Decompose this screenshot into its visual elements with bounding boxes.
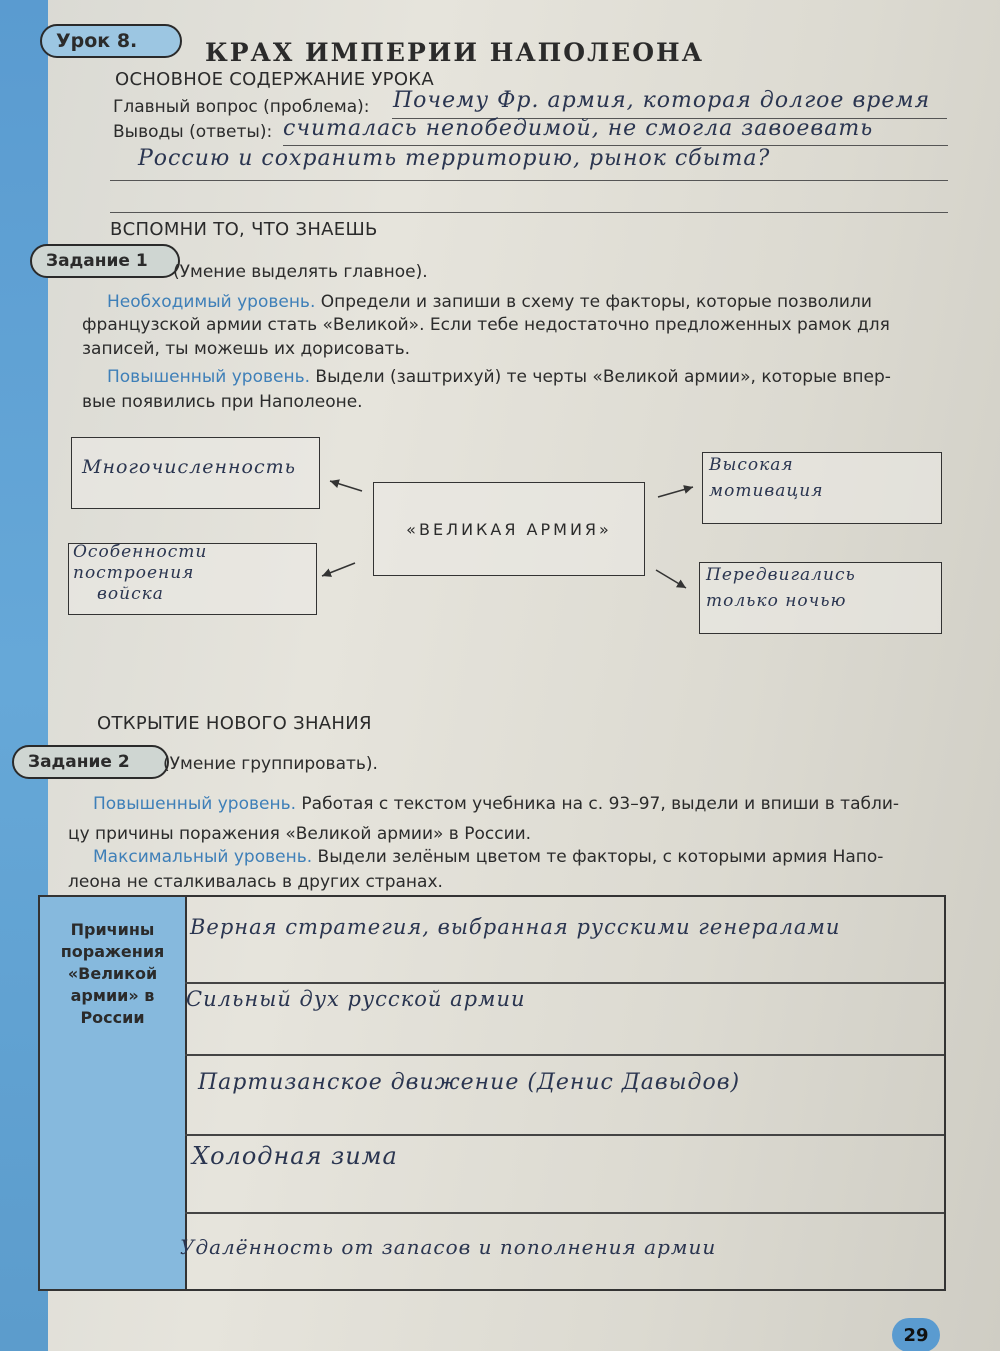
- task1-level1-label: Необходимый уровень.: [107, 292, 316, 312]
- task2-skill: (Умение группировать).: [163, 754, 378, 774]
- task1-level2-text-a: Выдели (заштрихуй) те черты «Великой армии», которые впер-: [315, 367, 891, 387]
- summary-heading: ОСНОВНОЕ СОДЕРЖАНИЕ УРОКА: [115, 69, 434, 90]
- conclusions-label: Выводы (ответы):: [113, 122, 273, 142]
- task2-level2-text-a: Выдели зелёным цветом те факторы, с которыми армия Напо-: [317, 847, 884, 867]
- page-number: 29: [892, 1318, 940, 1351]
- task2-tab: Задание 2: [12, 745, 169, 779]
- table-row-divider: [185, 1134, 944, 1136]
- page-title: КРАХ ИМПЕРИИ НАПОЛЕОНА: [205, 38, 704, 67]
- task2-level1-label: Повышенный уровень.: [93, 794, 297, 814]
- diagram-top-right-text-2: мотивация: [709, 481, 824, 501]
- diagram-bottom-left-text-1: Особенности: [73, 542, 208, 562]
- task2-level2-text-b: леона не сталкивалась в других странах.: [68, 872, 443, 892]
- task1-skill: (Умение выделять главное).: [173, 262, 428, 282]
- task1-level1-text-a: Определи и запиши в схему те факторы, которые позволили: [320, 292, 872, 312]
- section1-heading: ВСПОМНИ ТО, ЧТО ЗНАЕШЬ: [110, 219, 378, 240]
- conclusions-line-2: Россию и сохранить территорию, рынок сбыта?: [138, 146, 771, 171]
- task1-level2-label: Повышенный уровень.: [107, 367, 311, 387]
- diagram-top-left-text: Многочисленность: [82, 456, 296, 478]
- task2-level2-label: Максимальный уровень.: [93, 847, 313, 867]
- arrow-to-bottom-left: [322, 563, 355, 576]
- main-question-label: Главный вопрос (проблема):: [113, 97, 370, 117]
- diagram-bottom-left-text-3: войска: [97, 584, 164, 604]
- diagram-bottom-left-text-2: построения: [73, 563, 195, 583]
- table-row: Сильный дух русской армии: [186, 987, 526, 1011]
- task2-level1-text-b: цу причины поражения «Великой армии» в России.: [68, 824, 532, 844]
- task1-level1-text-c: записей, ты можешь их дорисовать.: [82, 339, 411, 359]
- reasons-table: [38, 895, 946, 1291]
- table-row: Партизанское движение (Денис Давыдов): [198, 1070, 741, 1095]
- task2-level2-line-1: [93, 845, 883, 869]
- table-header-cell: [40, 897, 187, 1289]
- task1-level1-text-b: французской армии стать «Великой». Если тебе недостаточно предложенных рамок для: [82, 315, 890, 335]
- table-row-divider: [185, 1054, 944, 1056]
- task1-tab: Задание 1: [30, 244, 180, 278]
- table-row: Верная стратегия, выбранная русскими генералами: [190, 915, 841, 939]
- task1-level2-text-b: вые появились при Наполеоне.: [82, 392, 363, 412]
- diagram-center-label: «ВЕЛИКАЯ АРМИЯ»: [406, 519, 612, 539]
- table-row: Удалённость от запасов и пополнения армии: [180, 1235, 717, 1259]
- main-question-answer: Почему Фр. армия, которая долгое время: [393, 88, 931, 113]
- diagram-top-right-text-1: Высокая: [709, 455, 794, 475]
- diagram-bottom-right-text-1: Передвигались: [706, 565, 856, 585]
- table-header-text: Причины поражения «Великой армии» в России: [60, 920, 165, 1027]
- task2-level1-text-a: Работая с текстом учебника на с. 93–97, выдели и впиши в табли-: [301, 794, 900, 814]
- arrow-to-top-left: [330, 481, 362, 491]
- table-row-divider: [185, 1212, 944, 1214]
- lesson-tab: Урок 8.: [40, 24, 182, 58]
- table-row-divider: [185, 982, 944, 984]
- table-row: Холодная зима: [192, 1142, 398, 1170]
- diagram-bottom-right-text-2: только ночью: [706, 591, 847, 611]
- conclusions-line-1: считалась непобедимой, не смогла завоевать: [283, 116, 874, 141]
- arrow-to-bottom-right: [656, 570, 686, 588]
- section2-heading: ОТКРЫТИЕ НОВОГО ЗНАНИЯ: [97, 713, 372, 734]
- task2-level1-line-1: [93, 792, 899, 816]
- arrow-to-top-right: [658, 487, 693, 497]
